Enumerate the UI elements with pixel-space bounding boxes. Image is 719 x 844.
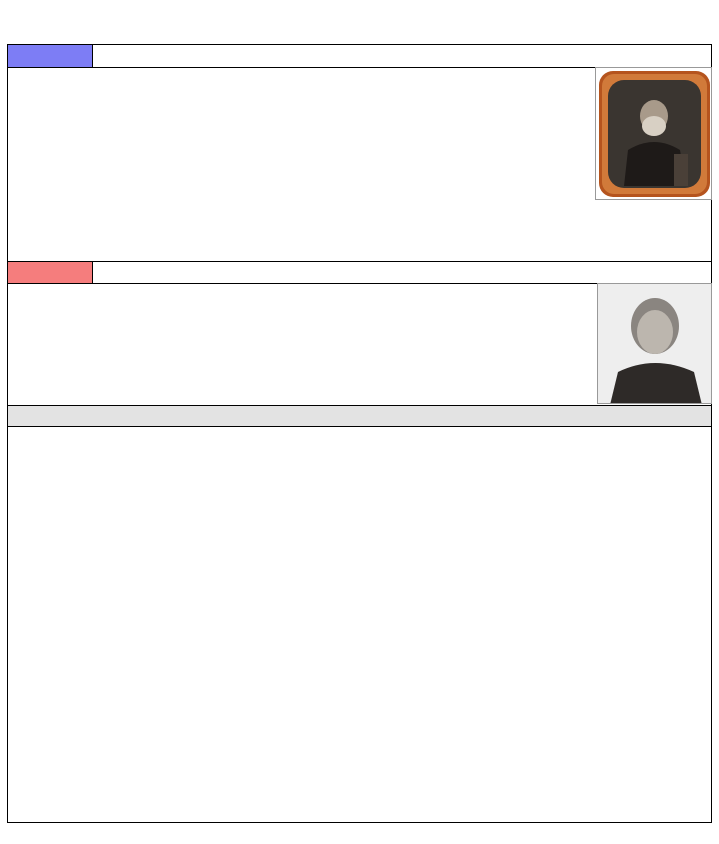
wife-tag xyxy=(8,262,93,283)
wife-header xyxy=(8,261,711,284)
husband-tag xyxy=(8,45,93,67)
husband-photo xyxy=(595,67,712,200)
husband-header xyxy=(8,45,711,68)
wife-photo xyxy=(597,283,712,404)
husband-portrait-image xyxy=(596,68,712,200)
wife-portrait-image xyxy=(598,284,712,404)
children-header xyxy=(8,405,711,427)
family-group-sheet xyxy=(7,44,712,823)
